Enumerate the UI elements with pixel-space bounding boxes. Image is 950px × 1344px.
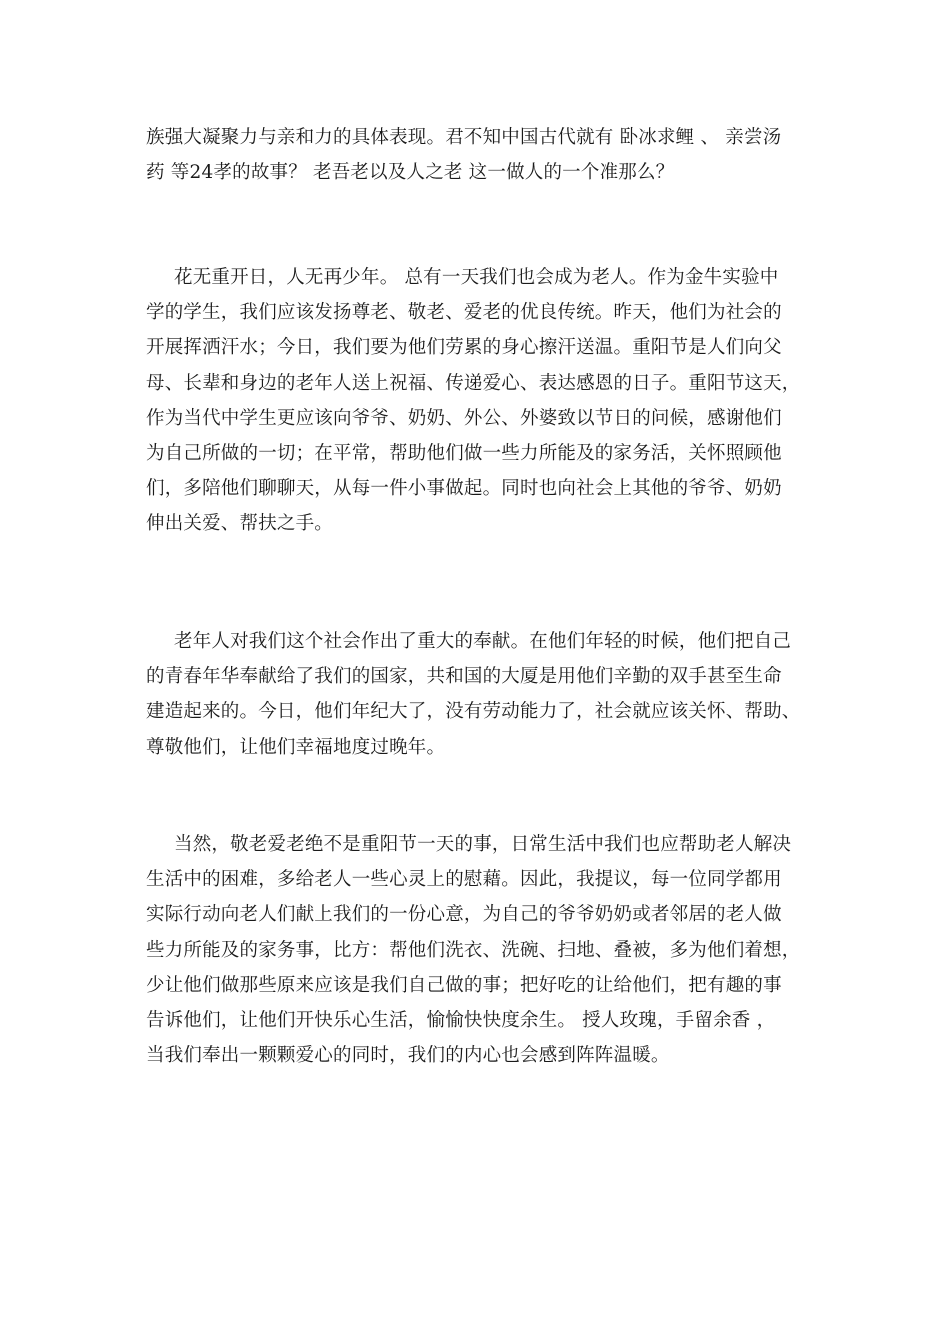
paragraph-line: 作为当代中学生更应该向爷爷、奶奶、外公、外婆致以节日的问候，感谢他们: [146, 407, 782, 429]
paragraph-line: 老年人对我们这个社会作出了重大的奉献。在他们年轻的时候，他们把自己: [174, 631, 792, 652]
paragraph-line: 为自己所做的一切；在平常，帮助他们做一些力所能及的家务活，关怀照顾他: [146, 443, 782, 465]
paragraph-2: [146, 260, 811, 542]
paragraph-line: 族强大凝聚力与亲和力的具体表现。君不知中国古代就有 卧冰求鲤 、 亲尝汤: [146, 127, 782, 148]
paragraph-line: 们，多陪他们聊聊天，从每一件小事做起。同时也向社会上其他的爷爷、奶奶: [146, 478, 782, 500]
paragraph-line: 尊敬他们，让他们幸福地度过晚年。: [146, 736, 446, 758]
paragraph-line: 药 等24孝的故事？ 老吾老以及人之老 这一做人的一个准那么？: [146, 162, 675, 184]
paragraph-line: 学的学生，我们应该发扬尊老、敬老、爱老的优良传统。昨天，他们为社会的: [146, 302, 782, 324]
paragraph-line: 的青春年华奉献给了我们的国家，共和国的大厦是用他们辛勤的双手甚至生命: [146, 666, 782, 688]
paragraph-4: [146, 827, 811, 1073]
paragraph-line: 少让他们做那些原来应该是我们自己做的事；把好吃的让给他们，把有趣的事: [146, 974, 782, 996]
paragraph-1: [146, 120, 811, 190]
paragraph-line: 伸出关爱、帮扶之手。: [146, 513, 334, 535]
paragraph-line: 告诉他们，让他们开快乐心生活，愉愉快快度余生。 授人玫瑰，手留余香 ，: [146, 1010, 776, 1032]
paragraph-3: [146, 624, 811, 765]
paragraph-line: 母、长辈和身边的老年人送上祝福、传递爱心、表达感恩的日子。重阳节这天，: [146, 372, 801, 394]
paragraph-line: 花无重开日，人无再少年。 总有一天我们也会成为老人。作为金牛实验中: [174, 267, 779, 288]
paragraph-line: 开展挥洒汗水；今日，我们要为他们劳累的身心擦汗送温。重阳节是人们向父: [146, 337, 782, 359]
paragraph-line: 当我们奉出一颗颗爱心的同时，我们的内心也会感到阵阵温暖。: [146, 1045, 670, 1067]
paragraph-line: 当然，敬老爱老绝不是重阳节一天的事，日常生活中我们也应帮助老人解决: [174, 834, 792, 855]
paragraph-line: 建造起来的。今日，他们年纪大了，没有劳动能力了，社会就应该关怀、帮助、: [146, 701, 801, 723]
paragraph-line: 实际行动向老人们献上我们的一份心意，为自己的爷爷奶奶或者邻居的老人做: [146, 904, 782, 926]
paragraph-line: 生活中的困难，多给老人一些心灵上的慰藉。因此，我提议，每一位同学都用: [146, 869, 782, 891]
paragraph-line: 些力所能及的家务事，比方：帮他们洗衣、洗碗、扫地、叠被，多为他们着想，: [146, 939, 801, 961]
